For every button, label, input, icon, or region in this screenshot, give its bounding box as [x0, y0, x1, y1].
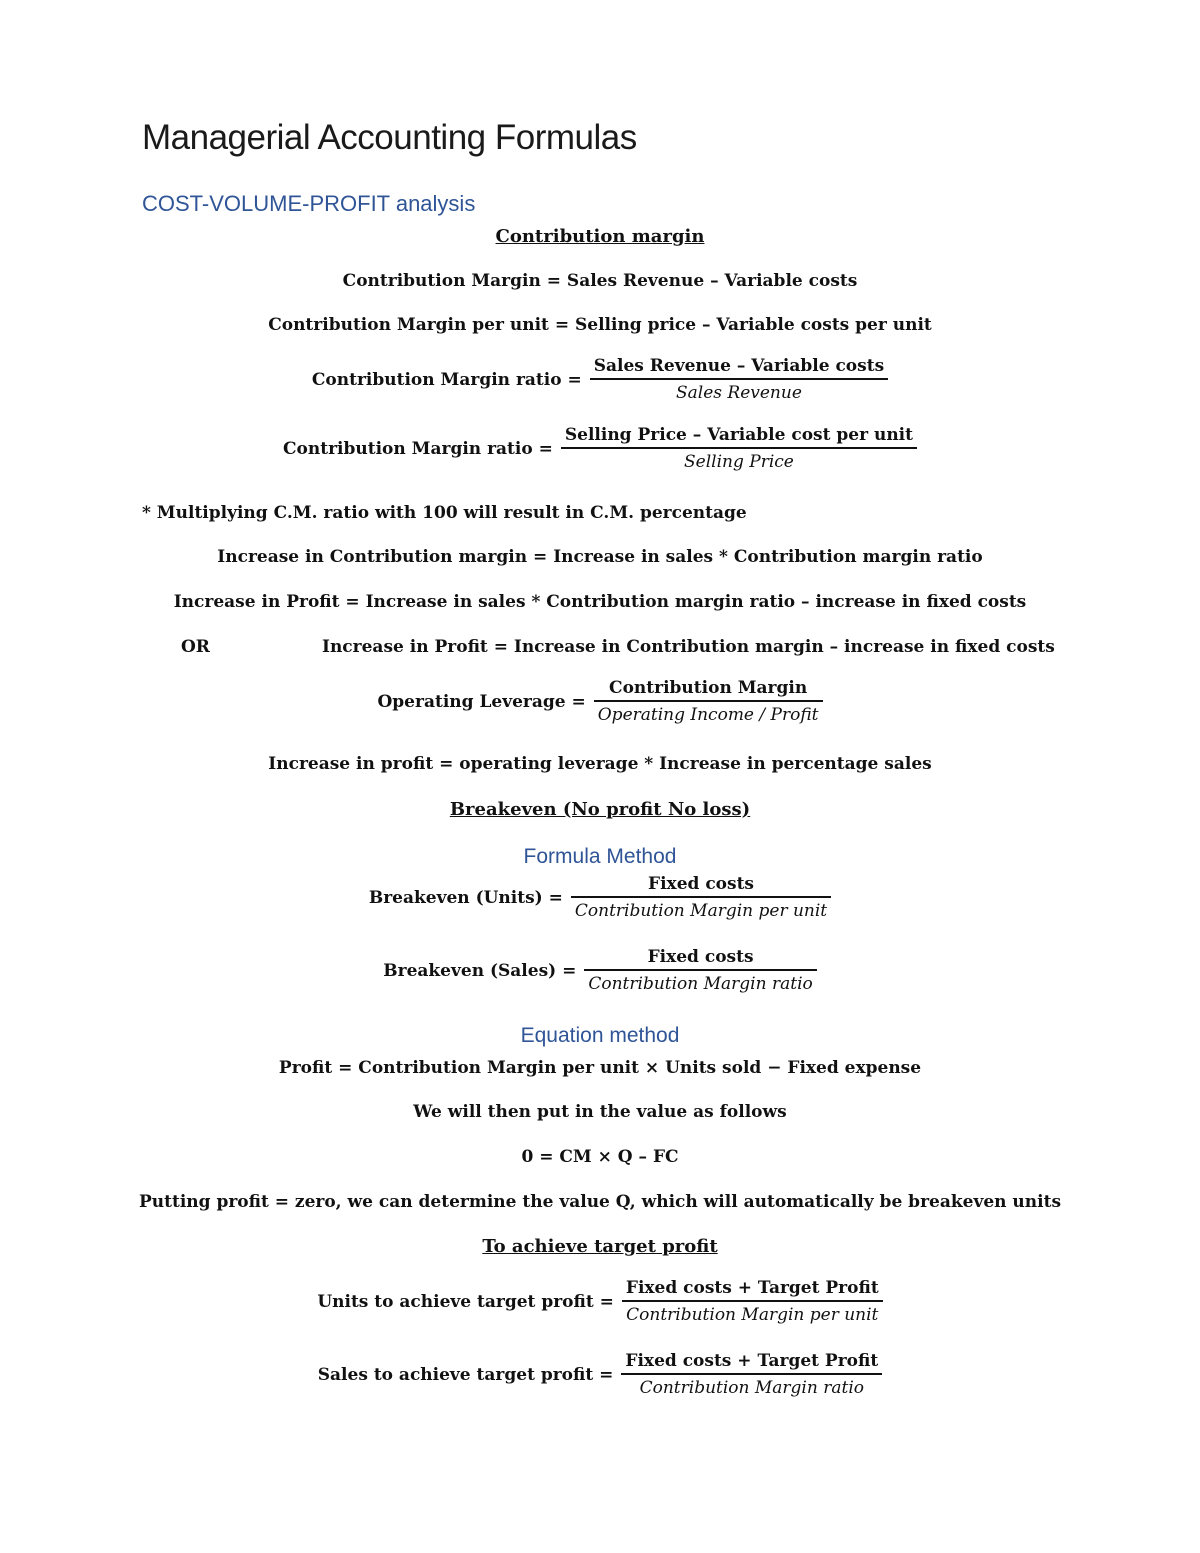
target-profit-heading: To achieve target profit	[482, 1236, 718, 1257]
or-label: OR	[181, 637, 210, 657]
contribution-margin-heading: Contribution margin	[495, 226, 705, 247]
target-sales-formula	[0, 1351, 1200, 1398]
breakeven-equation: 0 = CM × Q – FC	[521, 1147, 679, 1167]
equation-method-heading: Equation method	[520, 1024, 680, 1047]
increase-cm-formula: Increase in Contribution margin = Increase in sales * Contribution margin ratio	[217, 547, 983, 567]
fraction	[571, 874, 831, 921]
cm-ratio-formula-2	[0, 425, 1200, 472]
target-units-formula	[0, 1278, 1200, 1325]
breakeven-explanation: Putting profit = zero, we can determine the value Q, which will automatically be breakeven units	[138, 1192, 1062, 1212]
increase-profit-formula: Increase in Profit = Increase in sales * Contribution margin ratio – increase in fixed costs	[173, 592, 1027, 612]
formula-method-heading: Formula Method	[523, 845, 677, 868]
numerator: Selling Price – Variable cost per unit	[564, 425, 913, 445]
fraction	[594, 678, 823, 725]
breakeven-units-formula	[0, 874, 1200, 921]
numerator: Fixed costs	[648, 874, 754, 894]
denominator: Contribution Margin per unit	[622, 1300, 883, 1325]
formula-lhs: Units to achieve target profit =	[317, 1291, 614, 1312]
breakeven-heading: Breakeven (No profit No loss)	[449, 799, 751, 820]
denominator: Selling Price	[561, 447, 917, 472]
denominator: Sales Revenue	[590, 378, 888, 403]
page-title: Managerial Accounting Formulas	[142, 118, 637, 157]
numerator: Contribution Margin	[609, 678, 808, 698]
denominator: Operating Income / Profit	[594, 700, 823, 725]
fraction	[590, 356, 888, 403]
increase-profit-ol-formula: Increase in profit = operating leverage * Increase in percentage sales	[268, 754, 932, 774]
increase-profit-alt-formula: Increase in Profit = Increase in Contribution margin – increase in fixed costs	[322, 637, 1055, 657]
denominator: Contribution Margin per unit	[571, 896, 831, 921]
section-heading-cvp: COST-VOLUME-PROFIT analysis	[142, 191, 476, 216]
denominator: Contribution Margin ratio	[621, 1373, 882, 1398]
cm-per-unit-formula: Contribution Margin per unit = Selling price – Variable costs per unit	[268, 315, 932, 335]
numerator: Fixed costs	[647, 947, 754, 967]
formula-lhs: Operating Leverage =	[377, 691, 586, 712]
numerator: Fixed costs + Target Profit	[625, 1278, 879, 1298]
fraction	[584, 947, 816, 994]
profit-equation: Profit = Contribution Margin per unit × Units sold − Fixed expense	[278, 1058, 922, 1078]
formula-lhs: Contribution Margin ratio =	[282, 438, 553, 459]
cm-ratio-formula-1	[0, 356, 1200, 403]
formula-lhs: Breakeven (Units) =	[368, 887, 563, 908]
breakeven-sales-formula	[0, 947, 1200, 994]
formula-lhs: Sales to achieve target profit =	[317, 1364, 614, 1385]
equation-instruction: We will then put in the value as follows	[413, 1102, 787, 1122]
formula-lhs: Breakeven (Sales) =	[383, 960, 577, 981]
cm-percentage-note: * Multiplying C.M. ratio with 100 will result in C.M. percentage	[142, 503, 747, 523]
fraction	[621, 1351, 882, 1398]
denominator: Contribution Margin ratio	[584, 969, 816, 994]
numerator: Sales Revenue – Variable costs	[593, 356, 885, 376]
fraction	[561, 425, 917, 472]
formula-lhs: Contribution Margin ratio =	[311, 369, 582, 390]
fraction	[622, 1278, 883, 1325]
numerator: Fixed costs + Target Profit	[625, 1351, 879, 1371]
cm-formula: Contribution Margin = Sales Revenue – Variable costs	[342, 271, 858, 291]
operating-leverage-formula	[0, 678, 1200, 725]
